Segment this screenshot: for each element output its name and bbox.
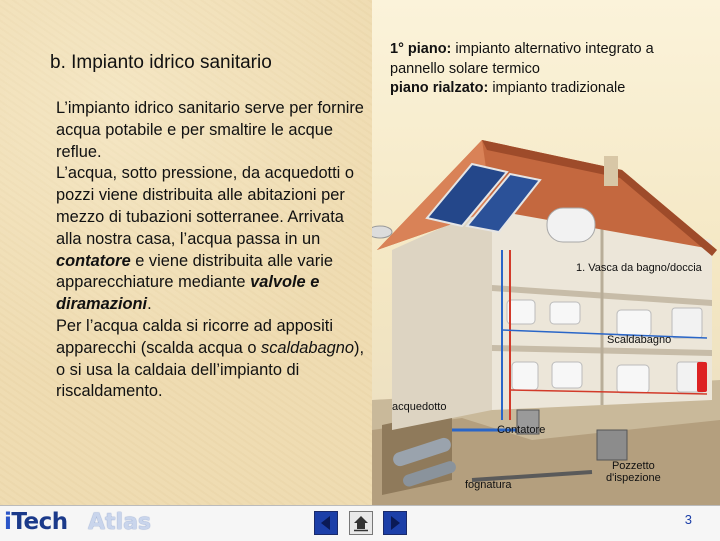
label-scaldabagno: Scaldabagno xyxy=(607,334,672,346)
prev-slide-button[interactable] xyxy=(314,511,338,535)
term-scaldabagno: scaldabagno xyxy=(261,338,354,357)
slide-title: b. Impianto idrico sanitario xyxy=(50,52,272,73)
atlas-logo: Atlas xyxy=(88,510,152,535)
house-illustration xyxy=(372,100,720,505)
note-ground-floor: piano rialzato: impianto tradizionale xyxy=(390,80,626,96)
label-contatore: Contatore xyxy=(497,424,546,436)
label-acquedotto: acquedotto xyxy=(392,401,447,413)
arrow-right-icon xyxy=(384,512,406,534)
label-vasca: 1. Vasca da bagno/doccia xyxy=(576,262,702,274)
paragraph-2: L’acqua, sotto pressione, da acquedotti o pozzi viene distribuita alle abitazioni per mezzo di tubazioni sotterranee. Arrivata alla nostra casa, l’acqua passa in un contatore e viene distribuita alle varie apparecchiature mediante valvole e diramazioni. xyxy=(56,164,354,314)
paragraph-1: L’impianto idrico sanitario serve per fornire acqua potabile e per smaltire le acque reflue. xyxy=(56,99,364,161)
paragraph-3: Per l’acqua calda si ricorre ad appositi apparecchi (scalda acqua o scaldabagno), o si usa la caldaia dell’impianto di riscaldamento. xyxy=(56,316,364,401)
page-number: 3 xyxy=(684,512,692,527)
term-valvole: valvole e diramazioni xyxy=(56,273,320,314)
label-fognatura: fognatura xyxy=(465,479,512,491)
itech-logo: iTech xyxy=(4,509,68,535)
floor-notes xyxy=(390,40,710,99)
next-slide-button[interactable] xyxy=(383,511,407,535)
home-button[interactable] xyxy=(349,511,373,535)
term-contatore: contatore xyxy=(56,251,131,270)
body-text xyxy=(56,98,366,403)
arrow-left-icon xyxy=(315,512,337,534)
home-icon xyxy=(350,512,372,534)
label-pozzetto: Pozzetto d'ispezione xyxy=(606,460,661,484)
note-first-floor: 1° piano: impianto alternativo integrato a pannello solare termico xyxy=(390,41,654,77)
